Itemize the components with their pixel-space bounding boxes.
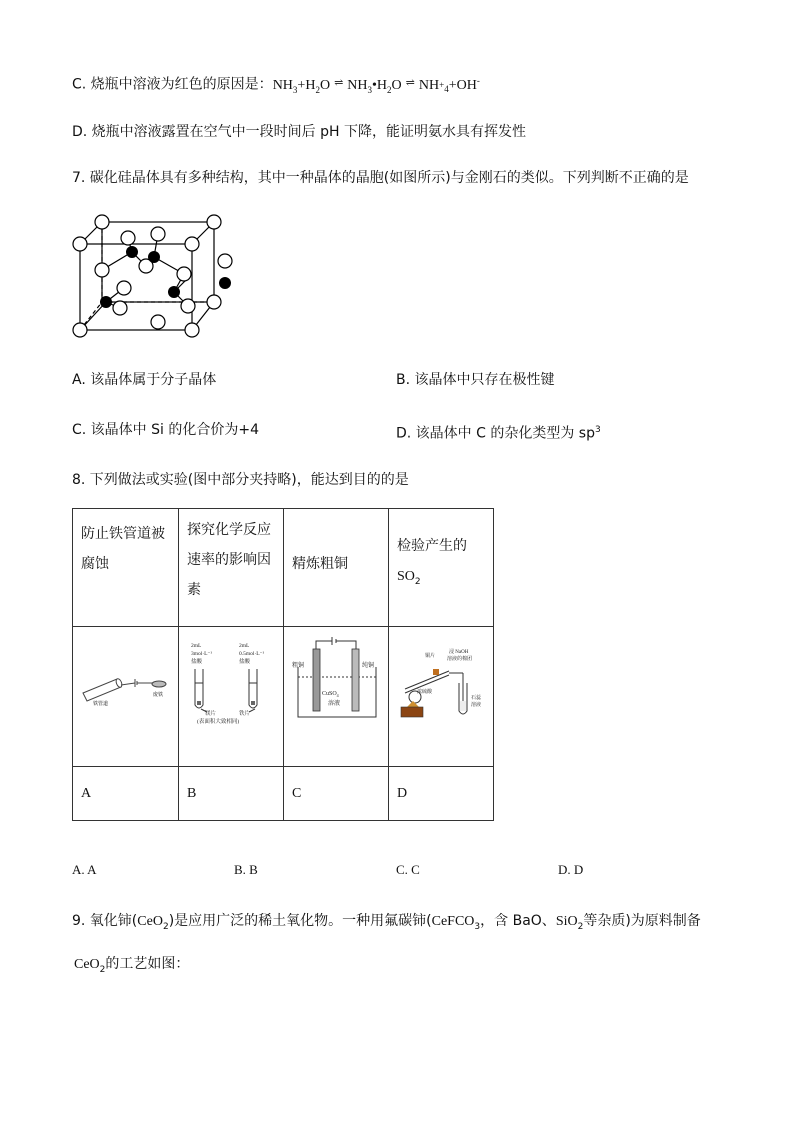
svg-text:废铁: 废铁 — [153, 693, 164, 698]
table-row — [73, 767, 494, 821]
q9-stem-line1: 9. 氧化铈(CeO$_2$)是应用广泛的稀土氧化物。一种用氟碳铈(CeFCO$_3$，含 BaO、SiO$_2$等杂质)为原料制备 — [72, 913, 701, 932]
iron-pipe-figure — [73, 627, 178, 755]
svg-text:铁管道: 铁管道 — [93, 702, 109, 707]
letter-b: B — [179, 767, 284, 821]
letter-a: A — [73, 767, 179, 821]
svg-text:(表面积大致相同): (表面积大致相同) — [197, 719, 240, 725]
q9-stem-line2: CeO$_2$的工艺如图： — [74, 956, 190, 975]
q7-stem: 7. 碳化硅晶体具有多种结构，其中一种晶体的晶胞(如图所示)与金刚石的类似。下列判断不正确的是 — [72, 170, 689, 186]
svg-text:浸 NaOH: 浸 NaOH — [449, 650, 469, 655]
svg-text:CuSO4: CuSO$_4$ — [322, 691, 339, 698]
q8-answer-d: D. D — [558, 862, 584, 877]
q6-option-d: D. 烧瓶中溶液露置在空气中一段时间后 pH 下降，能证明氨水具有挥发性 — [72, 124, 526, 140]
header-a: 防止铁管道被腐蚀 — [73, 509, 179, 627]
q8-answer-b: B. B — [234, 862, 258, 877]
image-cell-d — [389, 627, 494, 767]
svg-text:纯铜: 纯铜 — [362, 663, 375, 669]
q7-option-b: B. 该晶体中只存在极性键 — [396, 372, 555, 388]
equilibrium-arrow-icon: ⇌ — [334, 76, 344, 89]
copper-refining-figure — [284, 627, 388, 755]
q7-option-a: A. 该晶体属于分子晶体 — [72, 372, 217, 388]
q6-equation: $NH_3+H_2O$ ⇌ $NH_3•H_2O$ ⇌ $NH_{^+4}+OH^-$ — [273, 78, 480, 93]
q8-table — [72, 508, 494, 821]
svg-text:溶液: 溶液 — [328, 701, 341, 707]
svg-text:盐酸: 盐酸 — [239, 659, 251, 665]
svg-text:粗铜: 粗铜 — [292, 663, 305, 669]
q6-option-c-prefix: C. 烧瓶中溶液为红色的原因是： — [72, 76, 273, 93]
svg-text:2mL: 2mL — [239, 643, 250, 649]
header-d: 检验产生的 $SO_2$ — [389, 509, 494, 627]
equilibrium-arrow-icon: ⇌ — [405, 76, 415, 89]
svg-text:3mol·L⁻¹: 3mol·L⁻¹ — [191, 651, 213, 657]
q6-option-c — [72, 70, 480, 99]
reaction-rate-tubes-figure — [179, 627, 283, 755]
so2-test-apparatus-figure — [389, 627, 493, 755]
svg-text:铁片: 铁片 — [239, 711, 251, 717]
table-row — [73, 627, 494, 767]
header-c: 精炼粗铜 — [284, 509, 389, 627]
q7-option-c: C. 该晶体中 Si 的化合价为+4 — [72, 422, 259, 438]
q8-answer-c: C. C — [396, 862, 420, 877]
header-b: 探究化学反应速率的影响因素 — [179, 509, 284, 627]
image-cell-b — [179, 627, 284, 767]
svg-text:溶液: 溶液 — [471, 703, 482, 708]
black-atom-icon — [219, 277, 231, 289]
svg-text:铜片: 铜片 — [425, 654, 436, 659]
letter-d: D — [389, 767, 494, 821]
svg-text:镁片: 镁片 — [205, 711, 217, 717]
atom-legend — [214, 252, 236, 294]
svg-text:浓硫酸: 浓硫酸 — [417, 690, 433, 695]
q8-stem: 8. 下列做法或实验(图中部分夹持略)，能达到目的的是 — [72, 472, 409, 488]
svg-text:2mL: 2mL — [191, 643, 202, 649]
image-cell-a — [73, 627, 179, 767]
svg-text:盐酸: 盐酸 — [191, 659, 203, 665]
image-cell-c — [284, 627, 389, 767]
svg-text:0.5mol·L⁻¹: 0.5mol·L⁻¹ — [239, 651, 265, 657]
letter-c: C — [284, 767, 389, 821]
svg-text:石蕊: 石蕊 — [471, 696, 482, 701]
q7-option-d: D. 该晶体中 C 的杂化类型为 $sp^3$ — [396, 425, 601, 442]
table-row — [73, 509, 494, 627]
svg-text:溶液的棉团: 溶液的棉团 — [447, 657, 473, 662]
white-atom-icon — [218, 254, 232, 268]
q8-answer-a: A. A — [72, 862, 97, 877]
